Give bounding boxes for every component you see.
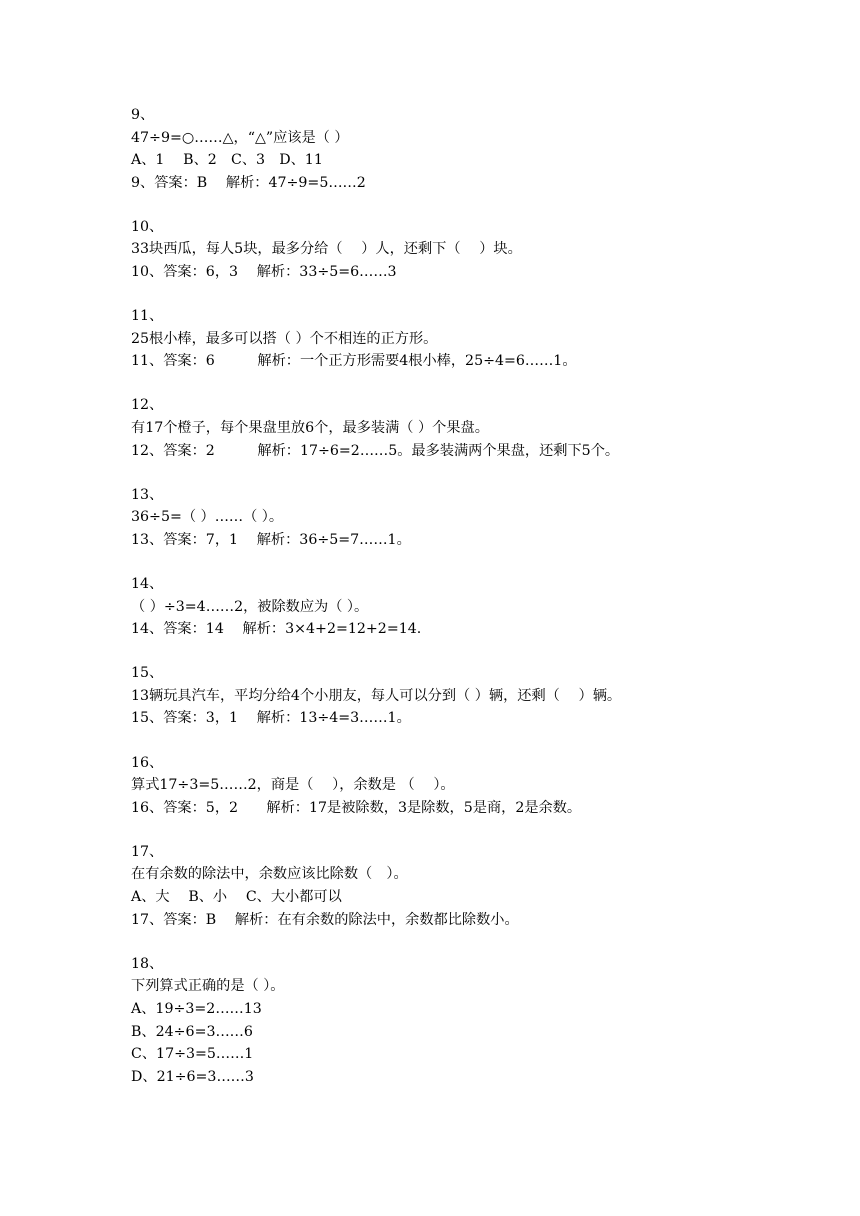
- question-18: [131, 953, 831, 1089]
- question-number: 10、: [131, 218, 164, 235]
- answer-line: 9、答案：B 解析：47÷9=5……2: [131, 174, 366, 191]
- question-text: 有17个橙子，每个果盘里放6个，最多装满（ ）个果盘。: [131, 420, 489, 437]
- question-text: 47÷9=○……△，“△”应该是（ ）: [131, 129, 349, 146]
- question-12: [131, 394, 831, 462]
- question-text: 在有余数的除法中，余数应该比除数（ ）。: [131, 866, 408, 883]
- question-number: 12、: [131, 397, 164, 414]
- question-options: A、1 B、2 C、3 D、11: [131, 152, 323, 169]
- option-d: D、21÷6=3……3: [131, 1068, 254, 1085]
- question-text: 33块西瓜，每人5块，最多分给（ ）人，还剩下（ ）块。: [131, 241, 522, 258]
- answer-line: 13、答案：7，1 解析：36÷5=7……1。: [131, 531, 411, 548]
- question-number: 11、: [131, 308, 164, 325]
- answer-line: 16、答案：5，2 解析：17是被除数，3是除数，5是商，2是余数。: [131, 799, 582, 816]
- question-text: （ ）÷3=4……2，被除数应为（ ）。: [131, 598, 369, 615]
- answer-line: 12、答案：2 解析：17÷6=2……5。最多装满两个果盘，还剩下5个。: [131, 442, 620, 459]
- answer-line: 10、答案：6，3 解析：33÷5=6……3: [131, 264, 397, 281]
- question-10: [131, 216, 831, 284]
- answer-line: 17、答案：B 解析：在有余数的除法中，余数都比除数小。: [131, 911, 519, 928]
- question-text: 算式17÷3=5……2，商是（ ），余数是 （ ）。: [131, 777, 455, 794]
- question-options: A、大 B、小 C、大小都可以: [131, 889, 342, 906]
- option-c: C、17÷3=5……1: [131, 1046, 254, 1063]
- question-9: [131, 104, 831, 194]
- question-number: 15、: [131, 665, 164, 682]
- question-text: 25根小棒，最多可以搭（ ）个不相连的正方形。: [131, 330, 438, 347]
- option-a: A、19÷3=2……13: [131, 1000, 262, 1017]
- answer-line: 15、答案：3，1 解析：13÷4=3……1。: [131, 710, 411, 727]
- question-11: [131, 305, 831, 373]
- option-b: B、24÷6=3……6: [131, 1023, 253, 1040]
- question-14: [131, 573, 831, 641]
- question-number: 13、: [131, 486, 164, 503]
- question-number: 17、: [131, 843, 164, 860]
- document-page: [131, 104, 831, 1110]
- question-number: 14、: [131, 576, 164, 592]
- question-15: [131, 662, 831, 730]
- answer-line: 14、答案：14 解析：3×4+2=12+2=14.: [131, 621, 422, 638]
- question-16: [131, 752, 831, 820]
- question-text: 36÷5=（ ）……（ ）。: [131, 509, 284, 526]
- question-text: 13辆玩具汽车，平均分给4个小朋友，每人可以分到（ ）辆，还剩（ ）辆。: [131, 687, 622, 704]
- question-number: 9、: [131, 107, 155, 123]
- question-number: 18、: [131, 955, 164, 972]
- question-17: [131, 841, 831, 931]
- answer-line: 11、答案：6 解析：一个正方形需要4根小棒，25÷4=6……1。: [131, 353, 577, 370]
- question-text: 下列算式正确的是（ ）。: [131, 978, 285, 995]
- question-number: 16、: [131, 754, 164, 771]
- question-13: [131, 484, 831, 552]
